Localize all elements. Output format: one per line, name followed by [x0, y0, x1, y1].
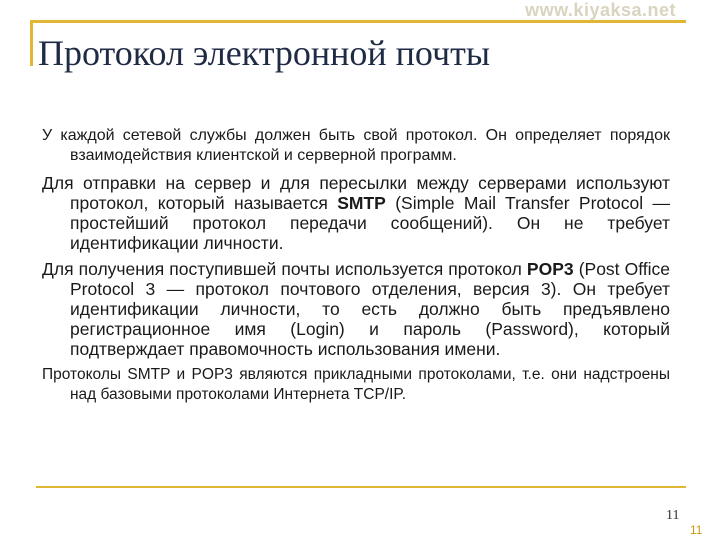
- paragraph-summary: Протоколы SMTP и POP3 являются прикладными протоколами, т.е. они надстроены над базовыми протоколами Интернета TCP/IP.: [42, 366, 670, 403]
- slide-number: 11: [690, 523, 703, 537]
- pop3-term: POP3: [526, 259, 574, 279]
- slide-body: [42, 126, 670, 405]
- page-number: 11: [666, 508, 680, 523]
- paragraph-pop3: [42, 259, 670, 359]
- pop3-text-after: (Post Office Protocol 3 — протокол почтового отделения, версия 3). Он требует идентификации личности, то есть должно быть предъявлено регистрационное имя (Login) и пароль (Password), который подтверждает правомочность использования имени.: [70, 259, 671, 359]
- top-divider: [30, 20, 686, 23]
- slide-title: Протокол электронной почты: [38, 33, 491, 73]
- left-accent-bar: [30, 20, 33, 66]
- paragraph-smtp: [42, 173, 670, 253]
- pop3-text-before: Для получения поступившей почты используется протокол: [42, 259, 527, 279]
- watermark-text: www.kiyaksa.net: [525, 0, 676, 20]
- smtp-text-after: (Simple Mail Transfer Protocol — простейший протокол передачи сообщений). Он не требует идентификации личности.: [70, 193, 670, 253]
- paragraph-protocol-intro: У каждой сетевой службы должен быть свой протокол. Он определяет порядок взаимодействия клиентской и серверной программ.: [42, 127, 670, 164]
- bottom-divider: [36, 486, 686, 488]
- smtp-term: SMTP: [337, 193, 386, 213]
- smtp-text-before: Для отправки на сервер и для пересылки между серверами используют протокол, который называется: [42, 173, 670, 213]
